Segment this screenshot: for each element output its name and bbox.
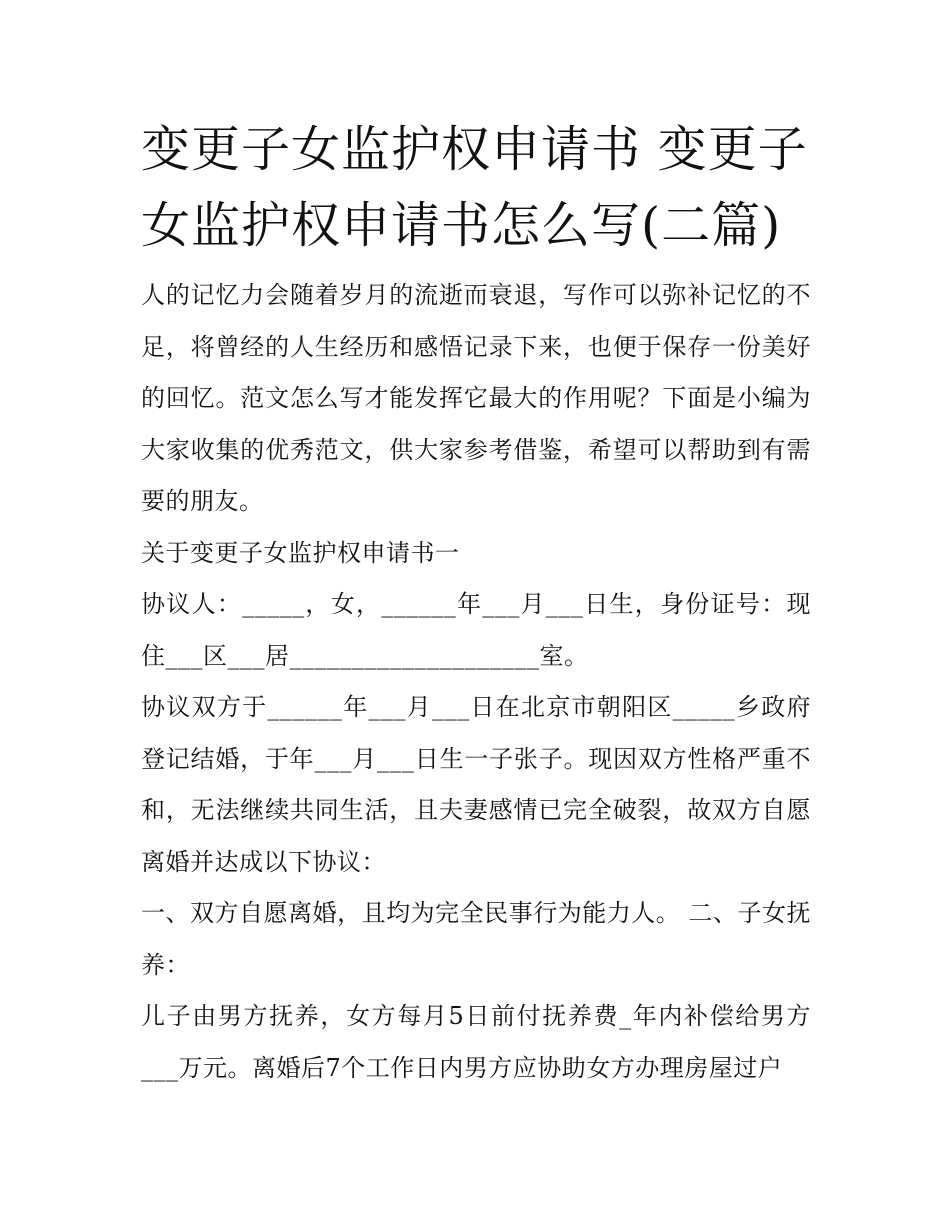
intro-paragraph: 人的记忆力会随着岁月的流逝而衰退，写作可以弥补记忆的不足，将曾经的人生经历和感悟记录下来，也便于保存一份美好的回忆。范文怎么写才能发挥它最大的作用呢？下面是小编为大家收集的优秀范文，供大家参考借鉴，希望可以帮助到有需要的朋友。 xyxy=(141,281,811,515)
section-heading: 关于变更子女监护权申请书一 xyxy=(141,538,460,567)
agreement-item-paragraph: 一、双方自愿离婚，且均为完全民事行为能力人。 二、子女抚养： xyxy=(141,899,811,979)
document-content xyxy=(141,112,811,1094)
party-info-paragraph: 协议人：_____，女，______年___月___日生，身份证号：现住___区___居____________________室。 xyxy=(141,590,811,670)
marriage-info-paragraph: 协议双方于______年___月___日在北京市朝阳区_____乡政府登记结婚，于年___月___日生一子张子。现因双方性格严重不和，无法继续共同生活，且夫妻感情已完全破裂，故双方自愿离婚并达成以下协议： xyxy=(141,693,811,876)
custody-paragraph: 儿子由男方抚养，女方每月5日前付抚养费_年内补偿给男方___万元。离婚后7个工作日内男方应协助女方办理房屋过户 xyxy=(141,1002,811,1082)
document-title: 变更子女监护权申请书 变更子女监护权申请书怎么写(二篇) xyxy=(141,121,808,254)
